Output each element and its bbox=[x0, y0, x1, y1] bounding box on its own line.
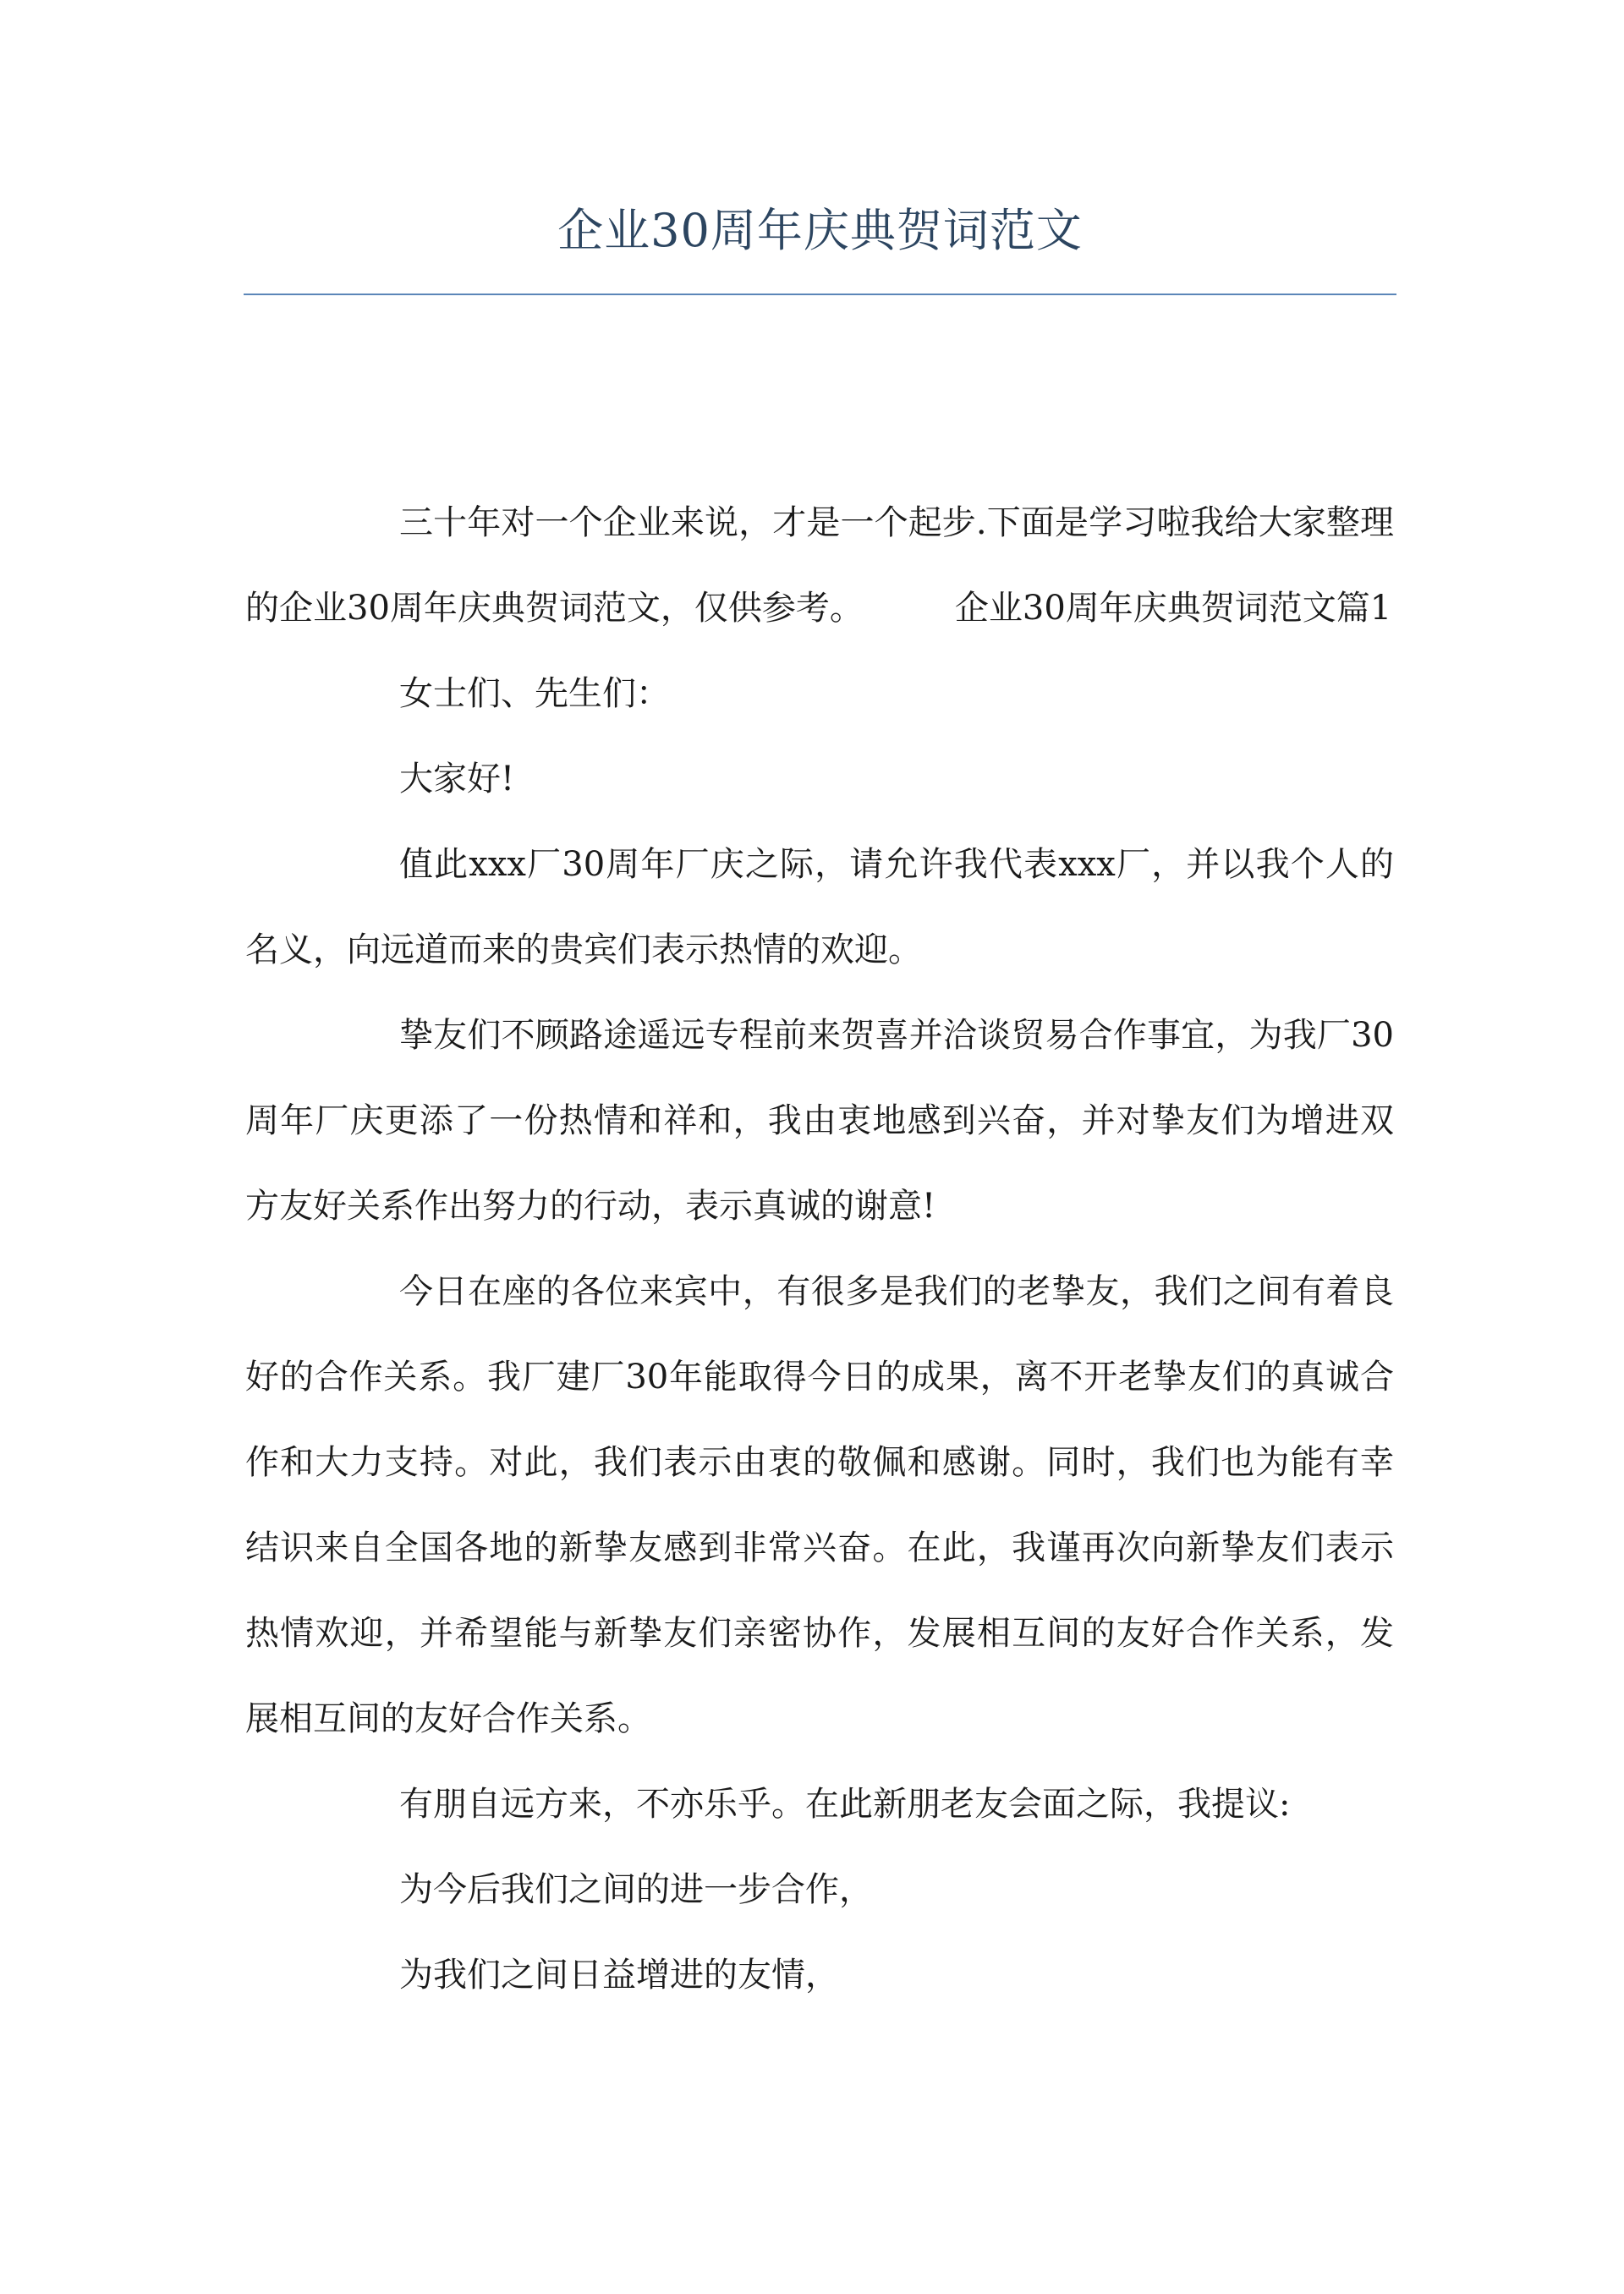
document-body bbox=[245, 480, 1394, 2018]
paragraph-toast-2: 为我们之间日益增进的友情， bbox=[399, 1956, 839, 1995]
document-title: 企业30周年庆典贺词范文 bbox=[557, 204, 1083, 257]
title-divider bbox=[244, 294, 1396, 295]
intro-text: 三十年对一个企业来说，才是一个起步.下面是学习啦我给大家整理的企业30周年庆典贺词范文，仅供参考。 bbox=[245, 503, 1394, 628]
paragraph-toast-1: 为今后我们之间的进一步合作， bbox=[399, 1870, 873, 1909]
paragraph-greeting: 大家好! bbox=[399, 760, 515, 799]
paragraph-partners: 今日在座的各位来宾中，有很多是我们的老挚友，我们之间有着良好的合作关系。我厂建厂30年能取得今日的成果，离不开老挚友们的真诚合作和大力支持。对此，我们表示由衷的敬佩和感谢。同时，我们也为能有幸结识来自全国各地的新挚友感到非常兴奋。在此，我谨再次向新挚友们表示热情欢迎，并希望能与新挚友们亲密协作，发展相互间的友好合作关系，发展相互间的友好合作关系。 bbox=[245, 1272, 1394, 1738]
paragraph-proposal: 有朋自远方来，不亦乐乎。在此新朋老友会面之际，我提议: bbox=[399, 1785, 1291, 1824]
paragraph-salutation: 女士们、先生们： bbox=[399, 674, 670, 713]
section-heading: 企业30周年庆典贺词范文篇1 bbox=[954, 589, 1392, 628]
intro-paragraph bbox=[245, 480, 1394, 651]
paragraph-welcome: 值此xxx厂30周年厂庆之际，请允许我代表xxx厂，并以我个人的名义，向远道而来的贵宾们表示热情的欢迎。 bbox=[245, 845, 1394, 969]
paragraph-thanks: 挚友们不顾路途遥远专程前来贺喜并洽谈贸易合作事宜，为我厂30周年厂庆更添了一份热情和祥和，我由衷地感到兴奋，并对挚友们为增进双方友好关系作出努力的行动，表示真诚的谢意! bbox=[245, 1016, 1394, 1226]
